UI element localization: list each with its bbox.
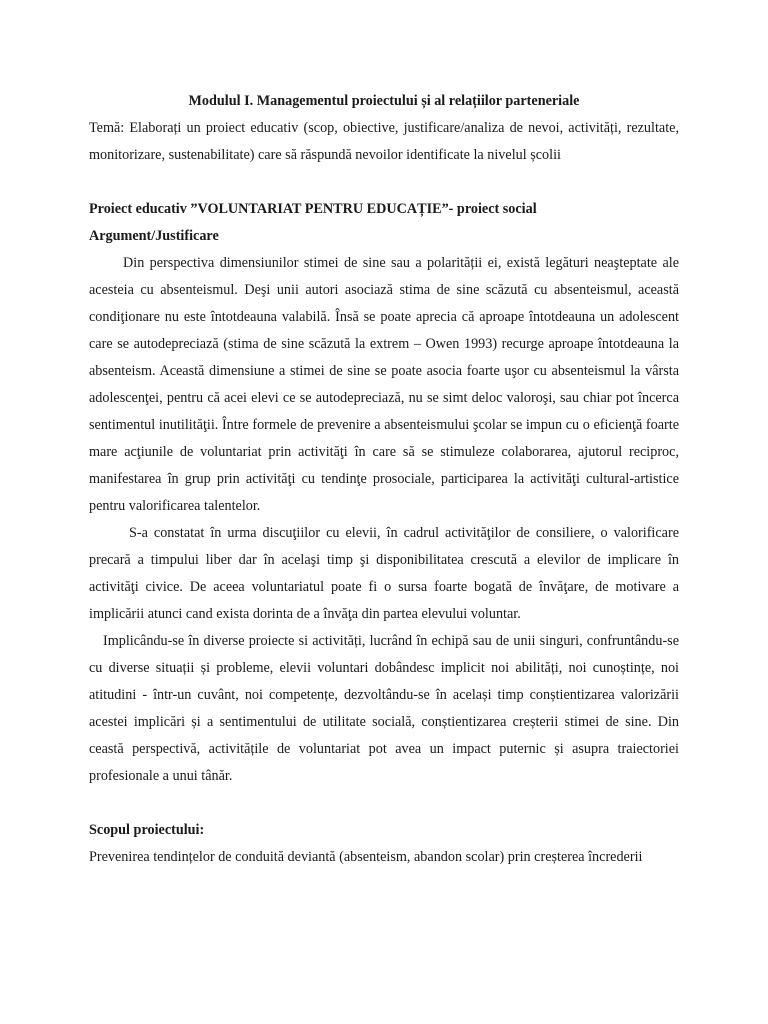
argument-paragraph-3: Implicându-se în diverse proiecte si activități, lucrând în echipă sau de unii singuri, confruntându-se cu diverse situații și probleme, elevii voluntari dobândesc implicit noi abilități, noi cunoștințe, noi atitudini - într-un cuvânt, noi competențe, dezvoltându-se în același timp conștientizarea valorizării acestei implicări și a sentimentului de utilitate socială, conștientizarea creșterii stimei de sine. Din ceastă perspectivă, activitățile de voluntariat pot avea un impact puternic și asupra traiectoriei profesionale a unui tânăr. (89, 633, 679, 784)
document-page (89, 88, 679, 871)
argument-heading: Argument/Justificare (89, 228, 219, 244)
scope-paragraph: Prevenirea tendințelor de conduită deviantă (absenteism, abandon scolar) prin creșterea încrederii (89, 849, 643, 865)
spacer (89, 169, 679, 196)
argument-paragraph-1: Din perspectiva dimensiunilor stimei de sine sau a polarității ei, există legături neaşteptate ale acesteia cu absenteismul. Deşi unii autori asociază stima de sine scăzută cu absenteismul, această condiţionare nu este întotdeauna valabilă. Însă se poate aprecia că aproape întotdeauna un adolescent care se autodepreciază (stima de sine scăzută la extrem – Owen 1993) recurge aproape întotdeauna la absenteism. Această dimensiune a stimei de sine se poate asocia foarte uşor cu absenteismul la vârsta adolescenţei, pentru că acei elevi ce se autodepreciază, nu se simt deloc valoroşi, sau chiar pot încerca sentimentul inutilităţii. Între formele de prevenire a absenteismului şcolar se impun cu o eficienţă foarte mare acţiunile de voluntariat prin activităţi în care să se stimuleze colaborarea, ajutorul reciproc, manifestarea în grup prin activităţi cu tendinţe prosociale, participarea la activităţi cultural-artistice pentru valorificarea talentelor. (89, 255, 679, 514)
spacer (89, 790, 679, 817)
argument-paragraph-2: S-a constatat în urma discuţiilor cu elevii, în cadrul activităţilor de consiliere, o valorificare precară a timpului liber dar în acelaşi timp şi disponibilitatea crescută a elevilor de implicare în activităţi civice. De aceea voluntariatul poate fi o sursa foarte bogată de învăţare, de motivare a implicării atunci cand exista dorinta de a învăţa din partea elevului voluntar. (89, 525, 679, 622)
scope-heading: Scopul proiectului: (89, 822, 205, 838)
project-title: Proiect educativ ”VOLUNTARIAT PENTRU EDUCAȚIE”- proiect social (89, 201, 537, 217)
theme-paragraph: Temă: Elaborați un proiect educativ (scop, obiective, justificare/analiza de nevoi, activități, rezultate, monitorizare, sustenabilitate) care să răspundă nevoilor identificate la nivelul școlii (89, 120, 679, 163)
module-title: Modulul I. Managementul proiectului și al relațiilor parteneriale (188, 93, 580, 109)
